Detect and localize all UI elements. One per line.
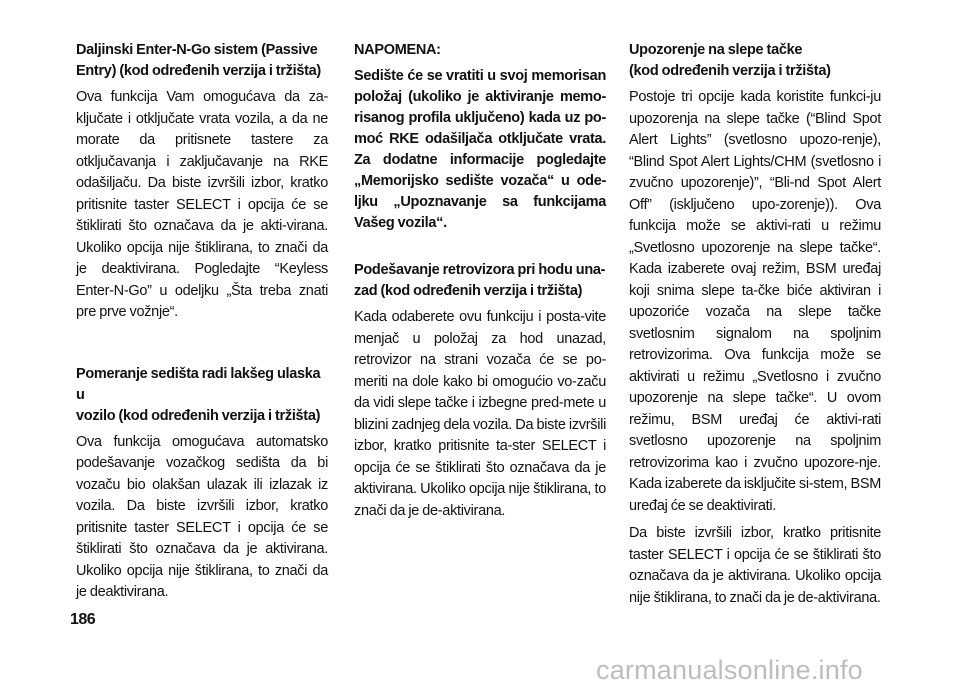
section-heading-reverse-mirror: Podešavanje retrovizora pri hodu una- zad (kod određenih verzija i tržišta) — [354, 262, 606, 299]
watermark: carmanualsonline.info — [596, 655, 863, 685]
right-column — [629, 40, 881, 615]
section-body-passive-entry: Ova funkcija Vam omogućava da za-ključate i otključate vrata vozila, a da ne morate da pritisnete tastere za otključavanja i zaključavanje na RKE odašiljaču. Da biste izvršili izbor, kratko pritisnite taster SELECT i opcija će se štiklirati što označava da je akti-virana. Ukoliko opcija nije štiklirana, to znači da je deaktivirana. Pogledajte “Keyless Enter-N-Go” u odeljku „Šta treba znati pre prve vožnje“. — [76, 89, 328, 320]
page-number: 186 — [70, 611, 96, 628]
section-body-blind-spot: Postoje tri opcije kada koristite funkci-ju upozorenja na slepe tačke (“Blind Spot Alert Lights” (svetlosno upozo-renje), “Blind Spot Alert Lights/CHM (svetlosno i zvučno upozorenje)”, “Bli-nd Spot Alert Off” (isključeno upo-zorenje)). Ova funkcija može se aktivi-rati u režimu „Svetlosno upozorenje na slepe tačke“. Kada izaberete ovaj režim, BSM uređaj koji snima slepe ta-čke biće aktiviran i upozoriće vozača na slepe tačke svetlosnim signalom na spoljnim retrovizorima. Ova funkcija može se aktivirati u režimu „Svetlosno i zvučno upozorenje na slepe tačke“. U ovom režimu, BSM uređaj će aktivi-rati svetlosno upozorenje na spoljnim retrovizorima kao i zvučno upozore-nje. Kada izaberete da isključite si-stem, BSM uređaj će se deaktivirati. — [629, 89, 881, 514]
note-body: Sedište će se vratiti u svoj memorisan položaj (ukoliko je aktiviranje memo-risanog profila uključeno) kada uz po-moć RKE odašiljača otključate vrata. Za dodatne informacije pogledajte „Memorijsko sedište vozača“ u ode-ljku „Upoznavanje sa funkcijama Vašeg vozila“. — [354, 68, 606, 231]
middle-column — [354, 40, 606, 528]
section-body-reverse-mirror: Kada odaberete ovu funkciju i posta-vite menjač u položaj za hod unazad, retrovizor na strani vozača će se po-meriti na dole kako bi omogućio vo-začu da vidi slepe tačke i izbegne pred-mete u blizini zadnjeg dela vozila. Da biste izvršili izbor, kratko pritisnite ta-ster SELECT i opcija će se štiklirati što označava da je aktivirana. Ukoliko opcija nije štiklirana, to znači da je de-aktivirana. — [354, 309, 606, 519]
section-heading-easy-entry-seat: Pomeranje sedišta radi lakšeg ulaska u vozilo (kod određenih verzija i tržišta) — [76, 365, 321, 424]
section-heading-blind-spot: Upozorenje na slepe tačke (kod određenih verzija i tržišta) — [629, 42, 831, 79]
section-body-blind-spot-select: Da biste izvršili izbor, kratko pritisnite taster SELECT i opcija će se štiklirati što označava da je aktivirana. Ukoliko opcija nije štiklirana, to znači da je de-aktivirana. — [629, 525, 881, 606]
note-label: NAPOMENA: — [354, 42, 441, 58]
section-body-easy-entry-seat: Ova funkcija omogućava automatsko podešavanje vozačkog sedišta da bi vozaču bio olakšan ulazak ili izlazak iz vozila. Da biste izvršili izbor, kratko pritisnite taster SELECT i opcija će se štiklirati što označava da je aktivirana. Ukoliko opcija nije štiklirana, to znači da je deaktivirana. — [76, 433, 328, 600]
section-heading-passive-entry: Daljinski Enter-N-Go sistem (Passive Entry) (kod određenih verzija i tržišta) — [76, 42, 321, 79]
left-column — [76, 40, 328, 610]
